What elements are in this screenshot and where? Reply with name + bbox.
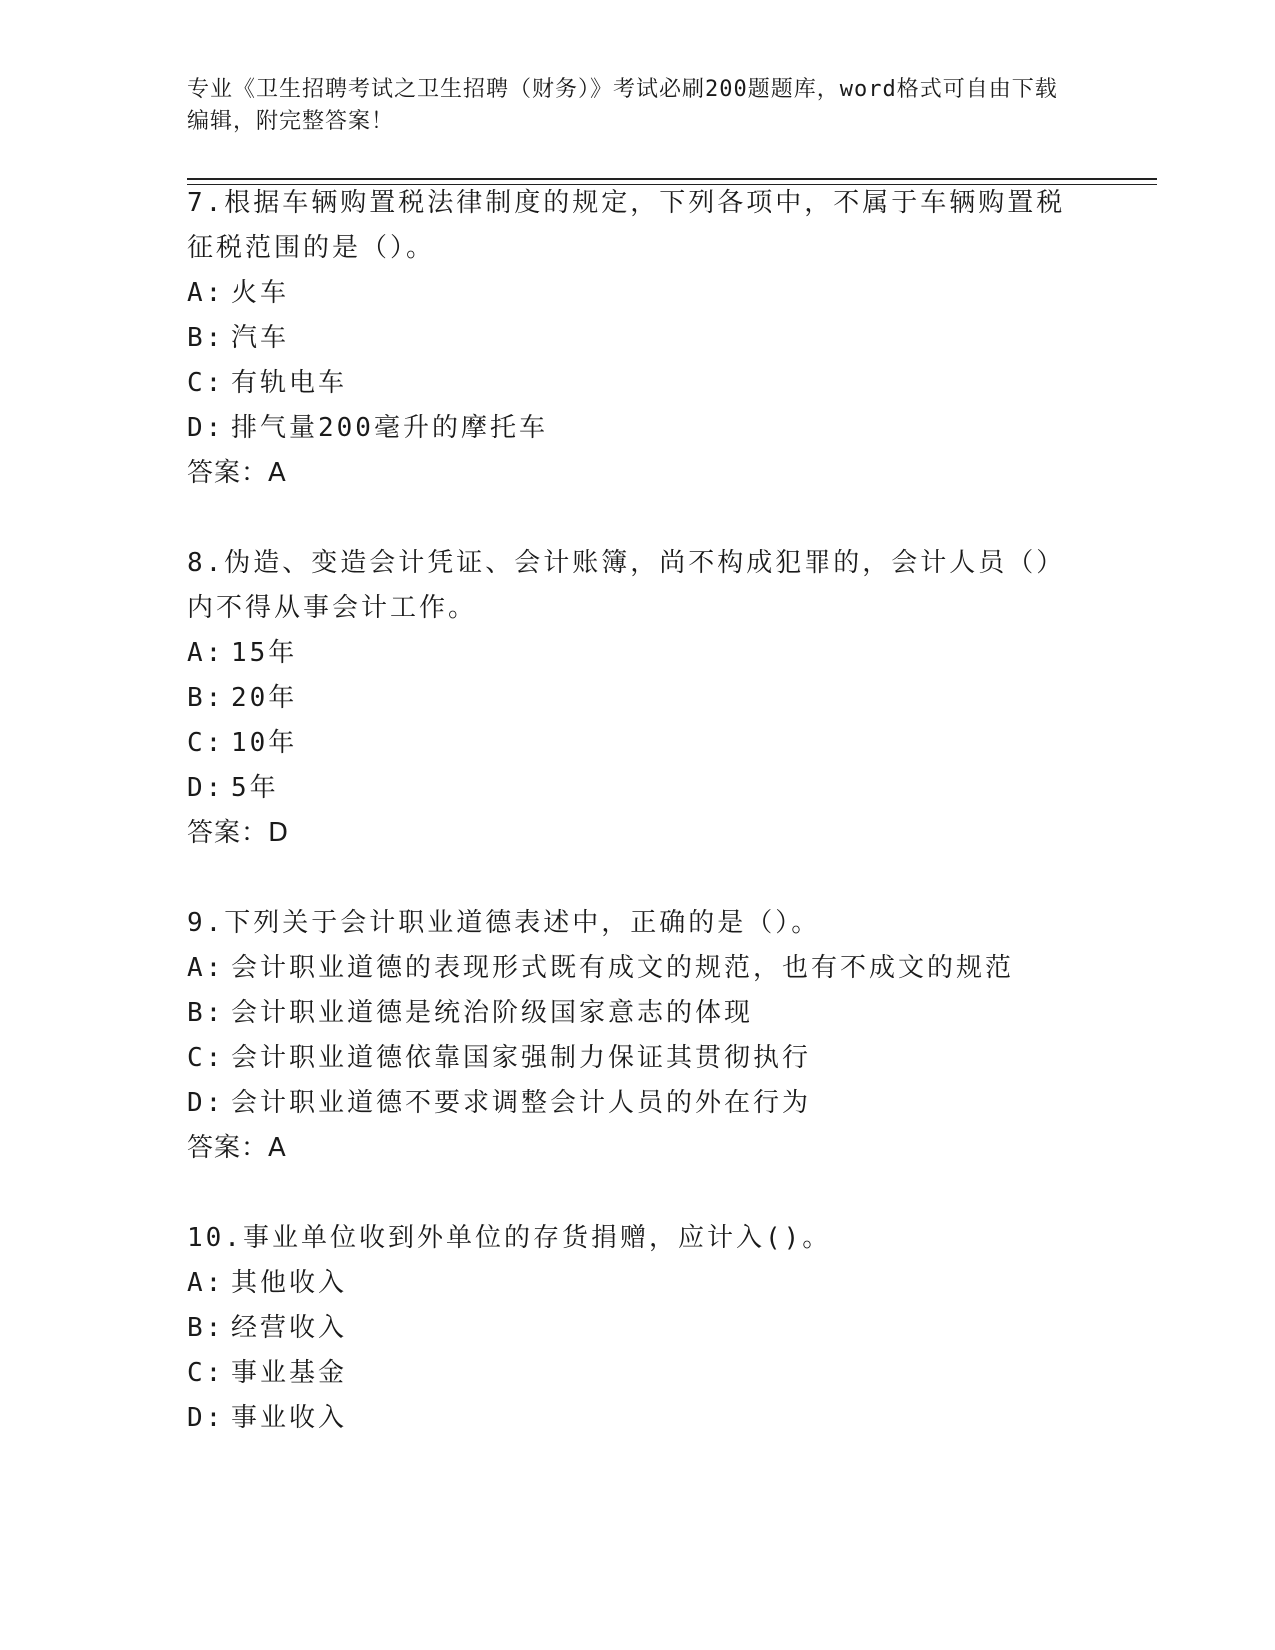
answer: 答案：A <box>187 1133 287 1163</box>
question-stem-cont: 征税范围的是（）。 <box>187 233 436 263</box>
question-10 <box>187 1216 1087 1441</box>
question-9 <box>187 901 1087 1171</box>
question-stem: 7.根据车辆购置税法律制度的规定，下列各项中，不属于车辆购置税 <box>187 188 1066 218</box>
option-b: B: 经营收入 <box>187 1313 348 1343</box>
answer: 答案：D <box>187 818 290 848</box>
question-8 <box>187 541 1087 856</box>
answer: 答案：A <box>187 458 287 488</box>
option-c: C: 10年 <box>187 728 298 758</box>
option-a: A: 火车 <box>187 278 290 308</box>
option-b: B: 汽车 <box>187 323 290 353</box>
header-divider <box>187 178 1157 180</box>
question-stem: 8.伪造、变造会计凭证、会计账簿，尚不构成犯罪的，会计人员（） <box>187 548 1066 578</box>
option-a: A: 其他收入 <box>187 1268 348 1298</box>
option-c: C: 会计职业道德依靠国家强制力保证其贯彻执行 <box>187 1043 812 1073</box>
option-d: D: 5年 <box>187 773 279 803</box>
document-header: 专业《卫生招聘考试之卫生招聘（财务）》考试必刷200题题库，word格式可自由下载编辑，附完整答案！ <box>187 77 1058 134</box>
option-d: D: 会计职业道德不要求调整会计人员的外在行为 <box>187 1088 812 1118</box>
question-stem: 10.事业单位收到外单位的存货捐赠，应计入()。 <box>187 1223 832 1253</box>
option-a: A: 会计职业道德的表现形式既有成文的规范，也有不成文的规范 <box>187 953 1015 983</box>
option-c: C: 事业基金 <box>187 1358 348 1388</box>
option-d: D: 排气量200毫升的摩托车 <box>187 413 548 443</box>
option-b: B: 20年 <box>187 683 298 713</box>
question-stem: 9.下列关于会计职业道德表述中，正确的是（）。 <box>187 908 821 938</box>
option-a: A: 15年 <box>187 638 298 668</box>
option-d: D: 事业收入 <box>187 1403 348 1433</box>
question-7 <box>187 181 1087 496</box>
question-stem-cont: 内不得从事会计工作。 <box>187 593 478 623</box>
option-b: B: 会计职业道德是统治阶级国家意志的体现 <box>187 998 754 1028</box>
option-c: C: 有轨电车 <box>187 368 348 398</box>
